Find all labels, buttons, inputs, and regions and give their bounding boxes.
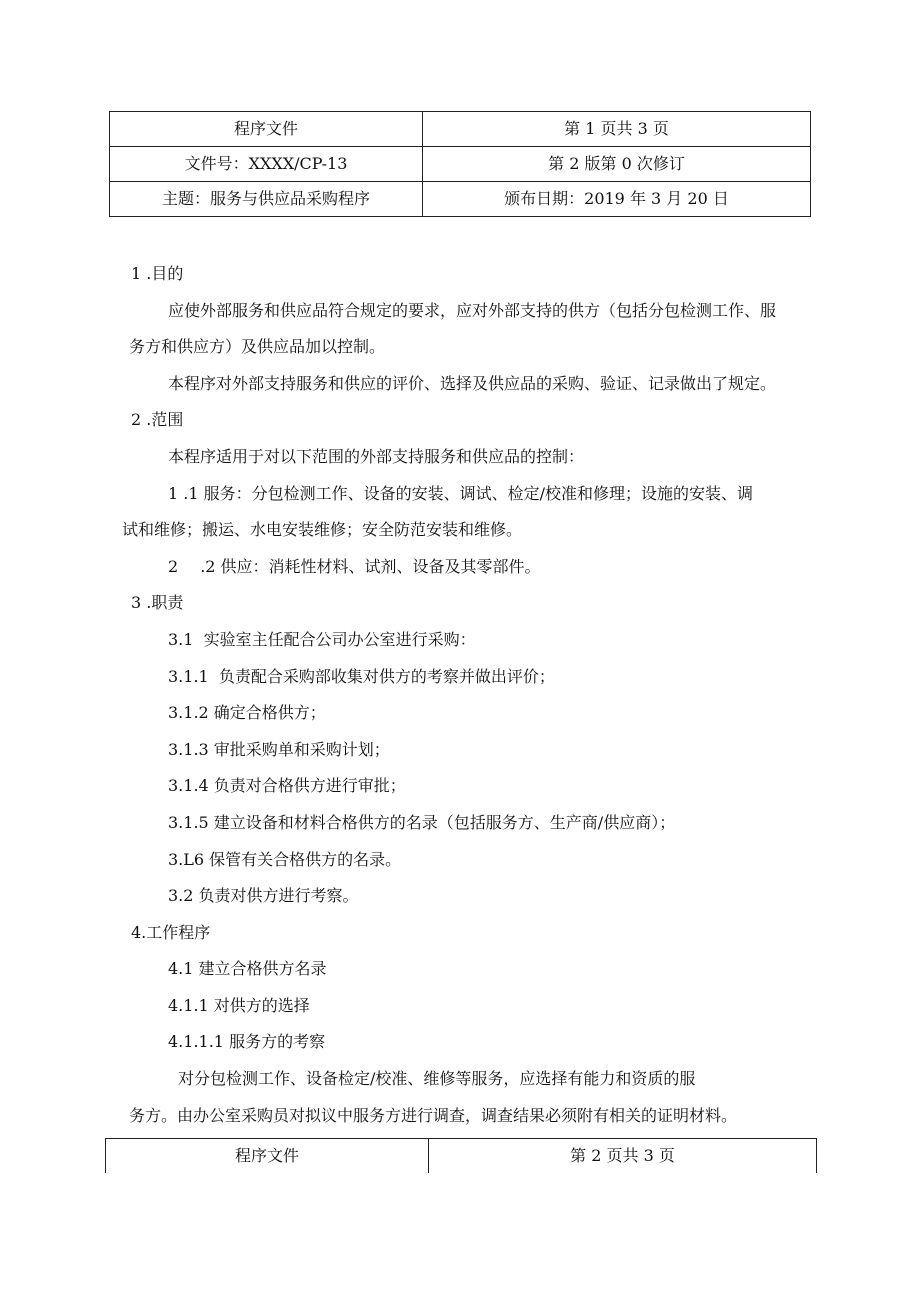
- clause-3-2: 3.2 负责对供方进行考察。: [168, 886, 359, 906]
- clause-4-1: 4.1 建立合格供方名录: [168, 959, 327, 979]
- clause-number: 2: [168, 556, 179, 576]
- clause-text: .2 供应：消耗性材料、试剂、设备及其零部件。: [200, 556, 541, 576]
- version-cell: 第 2 版第 0 次修订: [423, 147, 811, 182]
- section-2-heading: 2 .范围: [131, 410, 184, 430]
- clause-3-1: 3.1 实验室主任配合公司办公室进行采购：: [168, 629, 476, 649]
- doc-type-cell: 程序文件: [110, 112, 423, 147]
- clause-2-1: 1 .1 服务：分包检测工作、设备的安装、调试、检定/校准和修理；设施的安装、调: [168, 483, 754, 503]
- subject-cell: 主题：服务与供应品采购程序: [110, 182, 423, 217]
- doc-type-cell: 程序文件: [106, 1139, 429, 1174]
- paragraph: 务方。由办公室采购员对拟议中服务方进行调查，调查结果必须附有相关的证明材料。: [129, 1105, 738, 1125]
- page-count-cell: 第 1 页共 3 页: [423, 112, 811, 147]
- clause-3-1-3: 3.1.3 审批采购单和采购计划；: [168, 739, 390, 759]
- paragraph: 务方和供应方）及供应品加以控制。: [129, 337, 386, 357]
- paragraph: 本程序对外部支持服务和供应的评价、选择及供应品的采购、验证、记录做出了规定。: [168, 373, 777, 393]
- clause-3-1-2: 3.1.2 确定合格供方；: [168, 703, 326, 723]
- paragraph: 试和维修；搬运、水电安装维修；安全防范安装和维修。: [122, 520, 523, 540]
- paragraph: 本程序适用于对以下范围的外部支持服务和供应品的控制：: [168, 446, 585, 466]
- page-count-cell: 第 2 页共 3 页: [429, 1139, 817, 1174]
- clause-4-1-1-1: 4.1.1.1 服务方的考察: [168, 1032, 326, 1052]
- clause-3-1-5: 3.1.5 建立设备和材料合格供方的名录（包括服务方、生产商/供应商）；: [168, 812, 676, 832]
- paragraph: 应使外部服务和供应品符合规定的要求，应对外部支持的供方（包括分包检测工作、服: [168, 300, 777, 320]
- paragraph: 对分包检测工作、设备检定/校准、维修等服务，应选择有能力和资质的服: [178, 1069, 696, 1089]
- doc-number-cell: 文件号：XXXX/CP-13: [110, 147, 423, 182]
- section-1-heading: 1 .目的: [131, 264, 184, 283]
- issue-date-cell: 颁布日期：2019 年 3 月 20 日: [423, 182, 811, 217]
- section-3-heading: 3 .职责: [131, 593, 184, 613]
- clause-3-1-1: 3.1.1 负责配合采购部收集对供方的考察并做出评价；: [168, 666, 555, 686]
- header-table-page2: [105, 1138, 817, 1173]
- section-4-heading: 4.工作程序: [131, 922, 211, 942]
- clause-3-1-6: 3.L6 保管有关合格供方的名录。: [168, 849, 402, 869]
- header-table-page1: [109, 111, 811, 217]
- clause-4-1-1: 4.1.1 对供方的选择: [168, 995, 310, 1015]
- clause-3-1-4: 3.1.4 负责对合格供方进行审批；: [168, 776, 406, 796]
- document-body: [122, 256, 821, 1134]
- clause-2-2: [131, 549, 821, 586]
